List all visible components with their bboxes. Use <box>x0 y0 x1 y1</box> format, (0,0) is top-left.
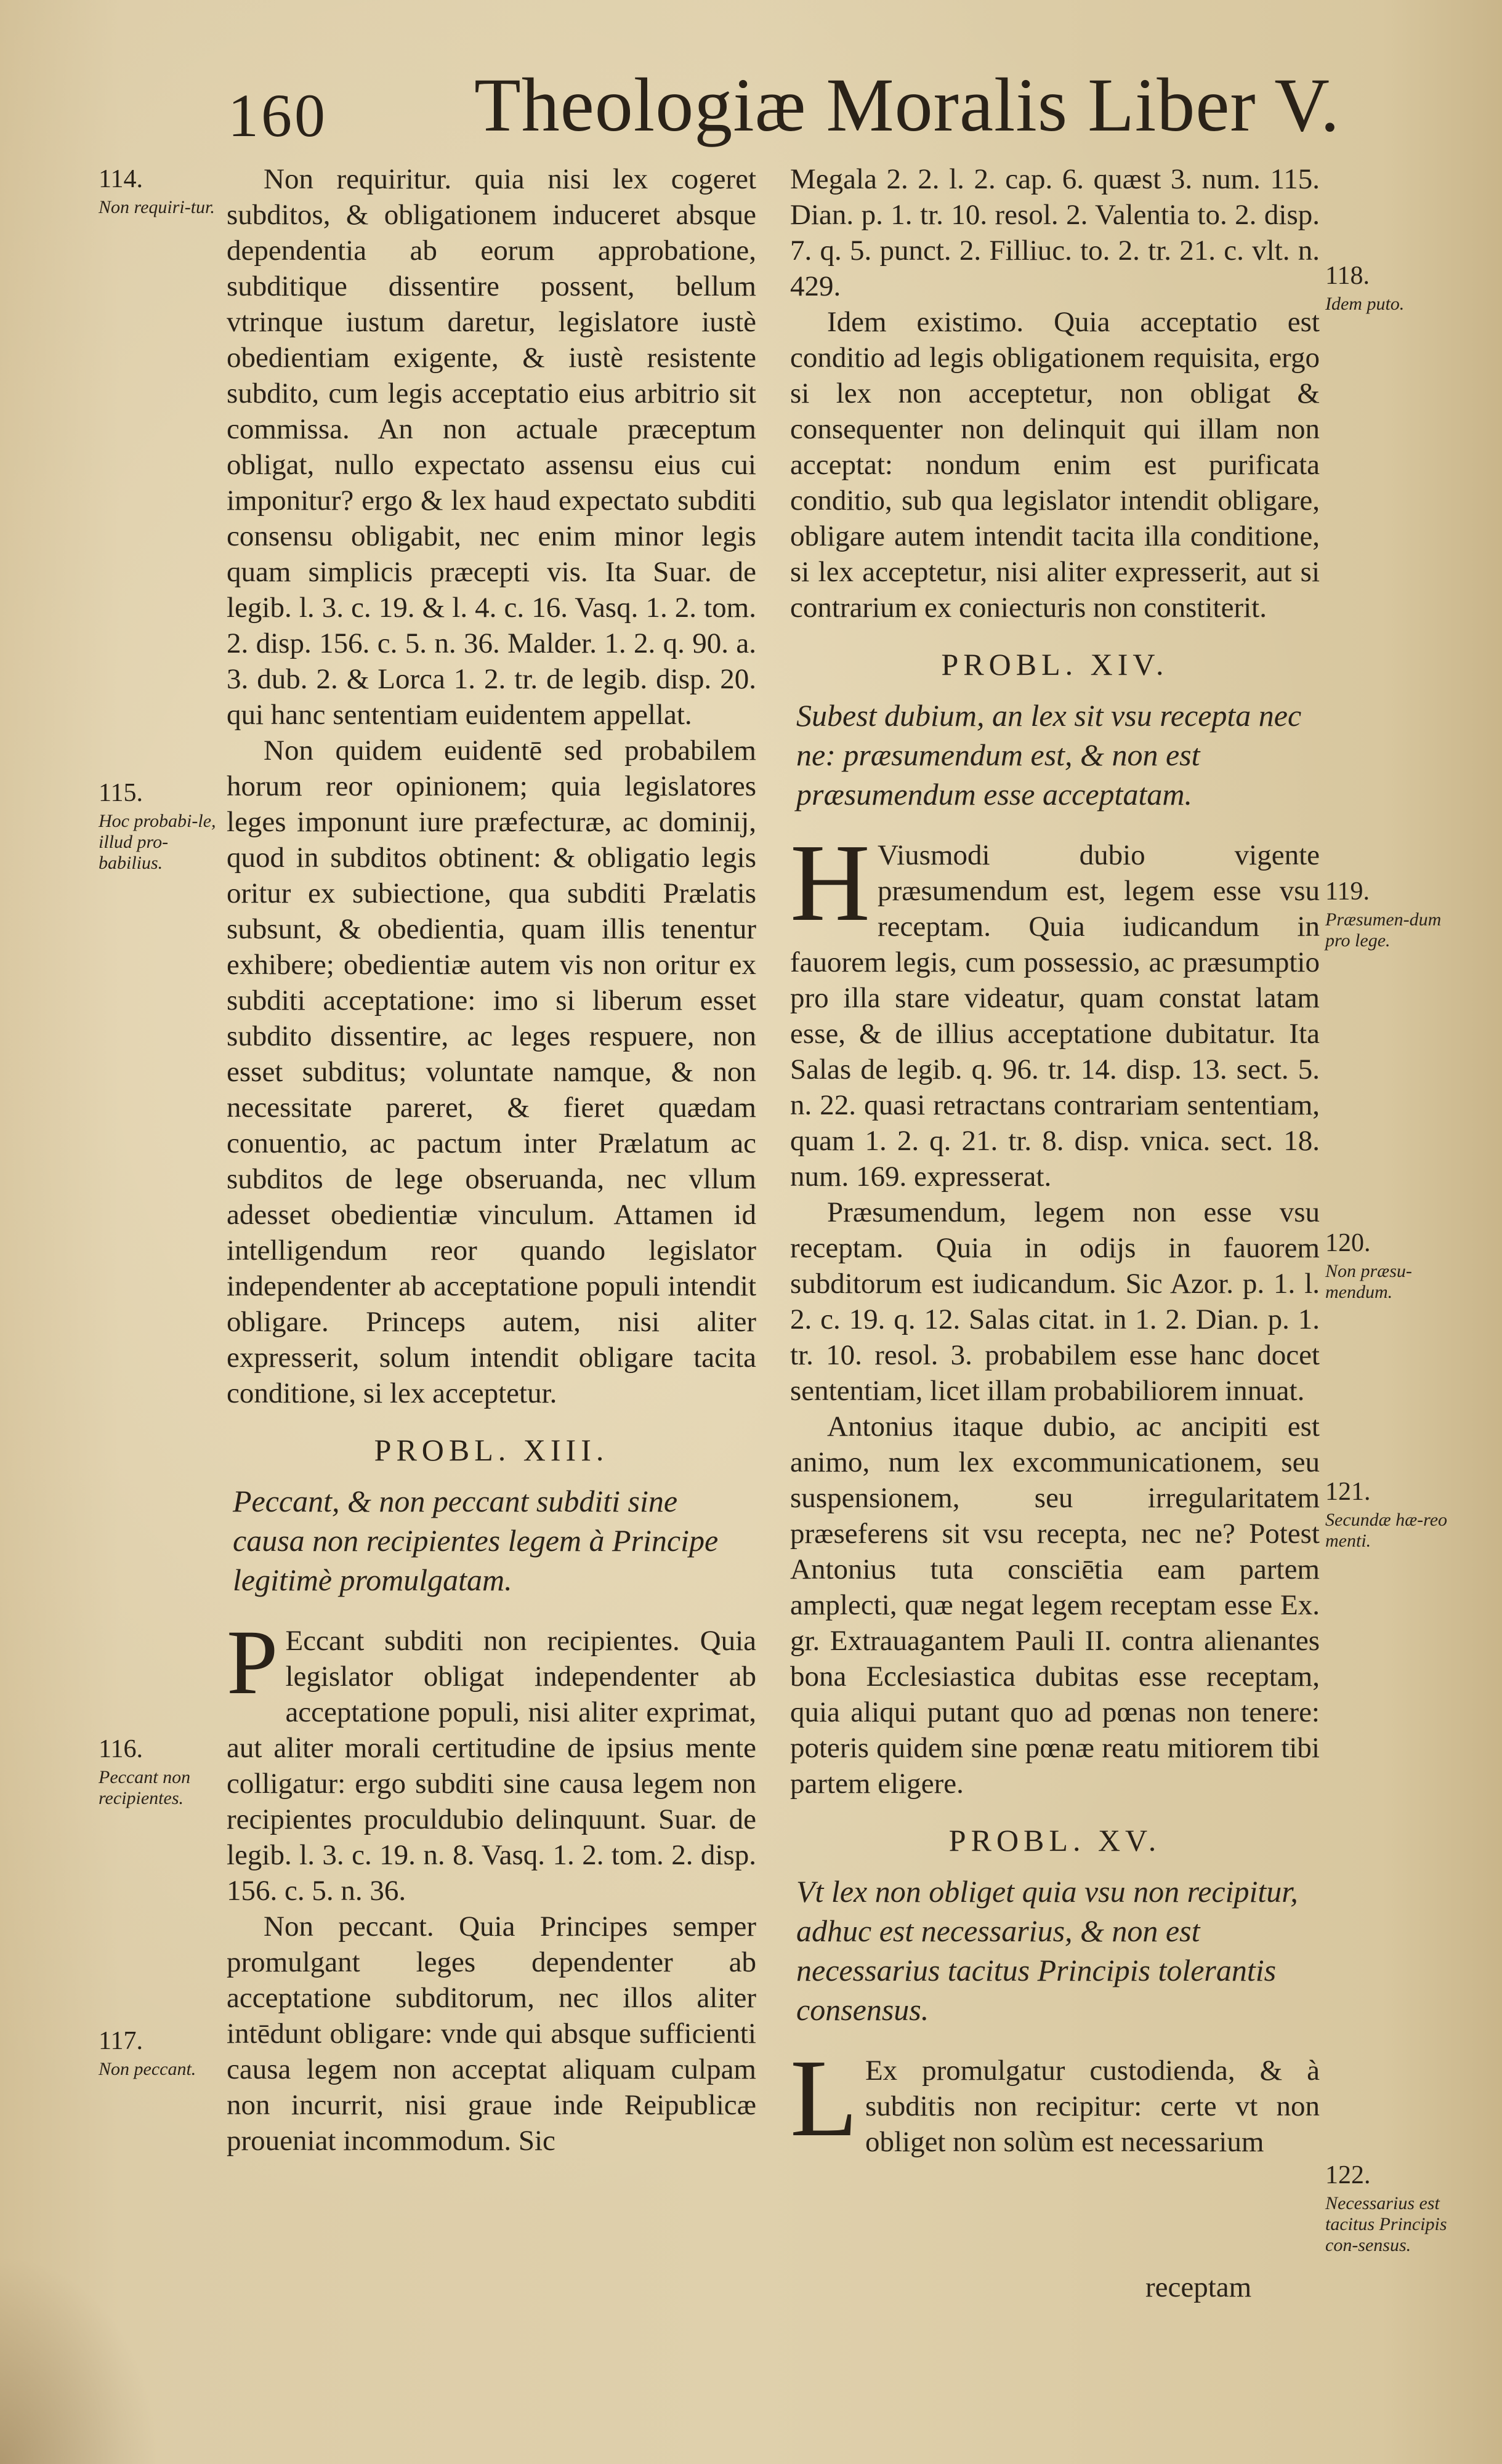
margin-note-119 <box>1325 877 1467 951</box>
drop-cap: L <box>790 2037 858 2159</box>
margin-note-number: 117. <box>99 2027 143 2055</box>
margin-note-text: Hoc probabi-le, illud pro-babilius. <box>99 811 216 873</box>
paragraph-122-text: Ex promulgatur custodienda, & à subditis non recipitur: certe vt non obliget non solùm est necessarium <box>865 2055 1320 2158</box>
catchword: receptam <box>1145 2271 1252 2303</box>
paragraph-116-text: Eccant subditi non recipientes. Quia legislator obligat independenter ab acceptatione populi, nisi aliter exprimat, aut aliter morali certitudine de ipsius mente colligatur: ergo subditi sine causa legem non recipientes proculdubio delinquunt. Suar. de legib. l. 3. c. 19. n. 8. Vasq. 1. 2. tom. 2. disp. 156. c. 5. n. 36. <box>227 1625 756 1907</box>
drop-cap: P <box>227 1611 278 1713</box>
margin-note-number: 122. <box>1325 2161 1371 2189</box>
problem-label-xiv: PROBL. XIV. <box>941 647 1169 682</box>
margin-note-121 <box>1325 1478 1467 1552</box>
margin-note-text: Non peccant. <box>99 2059 196 2079</box>
margin-note-text: Non præsu-mendum. <box>1325 1261 1412 1302</box>
margin-note-114 <box>99 165 222 218</box>
paragraph-119 <box>790 821 1320 1194</box>
paragraph-115: Non quidem euidentē sed probabilem horum reor opinionem; quia legislatores leges imponunt iure præfecturæ, ac dominij, quod in subditos obtinent: & obligatio legis oritur ex subiectione, qua subditi Prælatis subsunt, & obedientia, quam illis tenentur exhibere; obedientiæ autem vis non oritur ex subditi acceptatione: imo si liberum esset subdito dissentire, ac leges respuere, non esset subditus; voluntate namque, & non necessitate pareret, & fieret quædam conuentio, ac pactum inter Prælatum ac subditos de lege obseruanda, nec vllum adesset obedientiæ vinculum. Attamen id intelligendum reor quando legislator independenter ab acceptatione populi intendit obligare. Princeps autem, nisi aliter expresserit, solum intendit obligare tacita conditione, si lex acceptetur. <box>227 735 756 1409</box>
paragraph-116 <box>227 1611 756 1909</box>
problem-label-xiii: PROBL. XIII. <box>374 1433 609 1467</box>
margin-note-number: 120. <box>1325 1229 1371 1257</box>
margin-note-text: Idem puto. <box>1325 294 1405 314</box>
left-column <box>227 161 756 2159</box>
problem-heading-xiii: Peccant, & non peccant subditi sine causa non recipientes legem à Principe legitimè promulgatam. <box>233 1484 719 1597</box>
paragraph-119-text: Viusmodi dubio vigente præsumendum est, legem esse vsu receptam. Quia iudicandum in fauorem legis, cum possessio, ac præsumptio pro illa stare videatur, quam constat latam esse, & de illius acceptatione dubitatur. Ita Salas de legib. q. 96. tr. 14. disp. 13. sect. 5. n. 22. quasi retractans contrariam sententiam, quam 1. 2. q. 21. tr. 8. disp. vnica. sect. 18. num. 169. expresserat. <box>790 839 1320 1193</box>
margin-note-120 <box>1325 1229 1467 1303</box>
margin-note-115 <box>99 779 222 874</box>
margin-note-text: Peccant non recipientes. <box>99 1767 191 1808</box>
paper-stain <box>0 2255 160 2464</box>
margin-note-117 <box>99 2027 222 2080</box>
problem-label-xv: PROBL. XV. <box>948 1823 1161 1858</box>
paragraph-118: Idem existimo. Quia acceptatio est conditio ad legis obligationem requisita, ergo si lex non acceptetur, non obligat & consequenter non delinquit qui illam non acceptat: nondum enim est purificata conditio, sub qua legislator intendit obligare, obligare autem intendit tacita illa conditione, si lex acceptetur, nisi aliter expresserit, aut si contrarium ex coniecturis non constiterit. <box>790 306 1320 624</box>
running-title: Theologiæ Moralis Liber V. <box>474 63 1340 147</box>
margin-note-116 <box>99 1735 222 1809</box>
right-column <box>790 161 1320 2160</box>
paragraph-122 <box>790 2037 1320 2160</box>
page-header <box>0 62 1502 154</box>
margin-note-number: 114. <box>99 165 143 193</box>
margin-note-number: 118. <box>1325 262 1370 290</box>
margin-note-number: 119. <box>1325 877 1370 906</box>
paragraph-117: Non peccant. Quia Principes semper promulgant leges dependenter ab acceptatione subditorum, nec illos aliter intēdunt obligare: vnde qui absque sufficienti causa legem non acceptat aliquam culpam non incurrit, nisi graue inde Reipublicæ proueniat incommodum. Sic <box>227 1910 756 2157</box>
margin-note-text: Necessarius est tacitus Principis con-sensus. <box>1325 2193 1447 2255</box>
margin-note-text: Secundæ hæ-reo menti. <box>1325 1510 1448 1551</box>
paragraph-121: Antonius itaque dubio, ac ancipiti est animo, num lex excommunicationem, seu suspensionem, seu irregularitatem præseferens sit vsu recepta, nec ne? Potest Antonius tuta consciētia eam partem amplecti, quæ negat legem receptam esse Ex. gr. Extrauagantem Pauli II. contra alienantes bona Ecclesiastica dubitas esse receptam, quia aliqui putant quo ad pœnas non tenere: poteris quidem sine pœnæ reatu mitiorem tibi partem eligere. <box>790 1411 1320 1800</box>
margin-note-number: 116. <box>99 1735 143 1763</box>
margin-note-number: 115. <box>99 779 143 807</box>
margin-note-text: Præsumen-dum pro lege. <box>1325 909 1442 951</box>
margin-note-text: Non requiri-tur. <box>99 197 215 217</box>
problem-heading-xiv: Subest dubium, an lex sit vsu recepta nec ne: præsumendum est, & non est præsumendum esse acceptatam. <box>796 698 1302 811</box>
page-number: 160 <box>228 81 328 150</box>
paragraph-117-continued: Megala 2. 2. l. 2. cap. 6. quæst 3. num. 115. Dian. p. 1. tr. 10. resol. 2. Valentia to. 2. disp. 7. q. 5. punct. 2. Filliuc. to. 2. tr. 21. c. vlt. n. 429. <box>790 163 1320 302</box>
margin-note-122 <box>1325 2161 1467 2256</box>
paragraph-114: Non requiritur. quia nisi lex cogeret subditos, & obligationem induceret absque dependentia ab eorum approbatione, subditique dissentire possent, bellum vtrinque iustum daretur, legislatore iustè obedientiam exigente, & iustè resistente subdito, cum legis acceptatio eius arbitrio sit commissa. An non actuale præceptum obligat, nullo expectato assensu eius cui imponitur? ergo & lex haud expectato subditi consensu obligabit, nec enim minor legis quam simplicis præcepti vis. Ita Suar. de legib. l. 3. c. 19. & l. 4. c. 16. Vasq. 1. 2. tom. 2. disp. 156. c. 5. n. 36. Malder. 1. 2. q. 90. a. 3. dub. 2. & Lorca 1. 2. tr. de legib. disp. 20. qui hanc sententiam euidentem appellat. <box>227 163 756 731</box>
margin-note-number: 121. <box>1325 1478 1371 1506</box>
paragraph-120: Præsumendum, legem non esse vsu receptam. Quia in odijs in fauorem subditorum est iudicandum. Sic Azor. p. 1. l. 2. c. 19. q. 12. Salas citat. in 1. 2. Dian. p. 1. tr. 10. resol. 3. probabilem esse hanc docet sententiam, licet illam probabiliorem innuat. <box>790 1196 1320 1407</box>
problem-heading-xv: Vt lex non obliget quia vsu non recipitur, adhuc est necessarius, & non est necessarius tacitus Principis tolerantis consensus. <box>796 1874 1298 2027</box>
margin-note-118 <box>1325 262 1467 315</box>
drop-cap: H <box>790 821 870 944</box>
